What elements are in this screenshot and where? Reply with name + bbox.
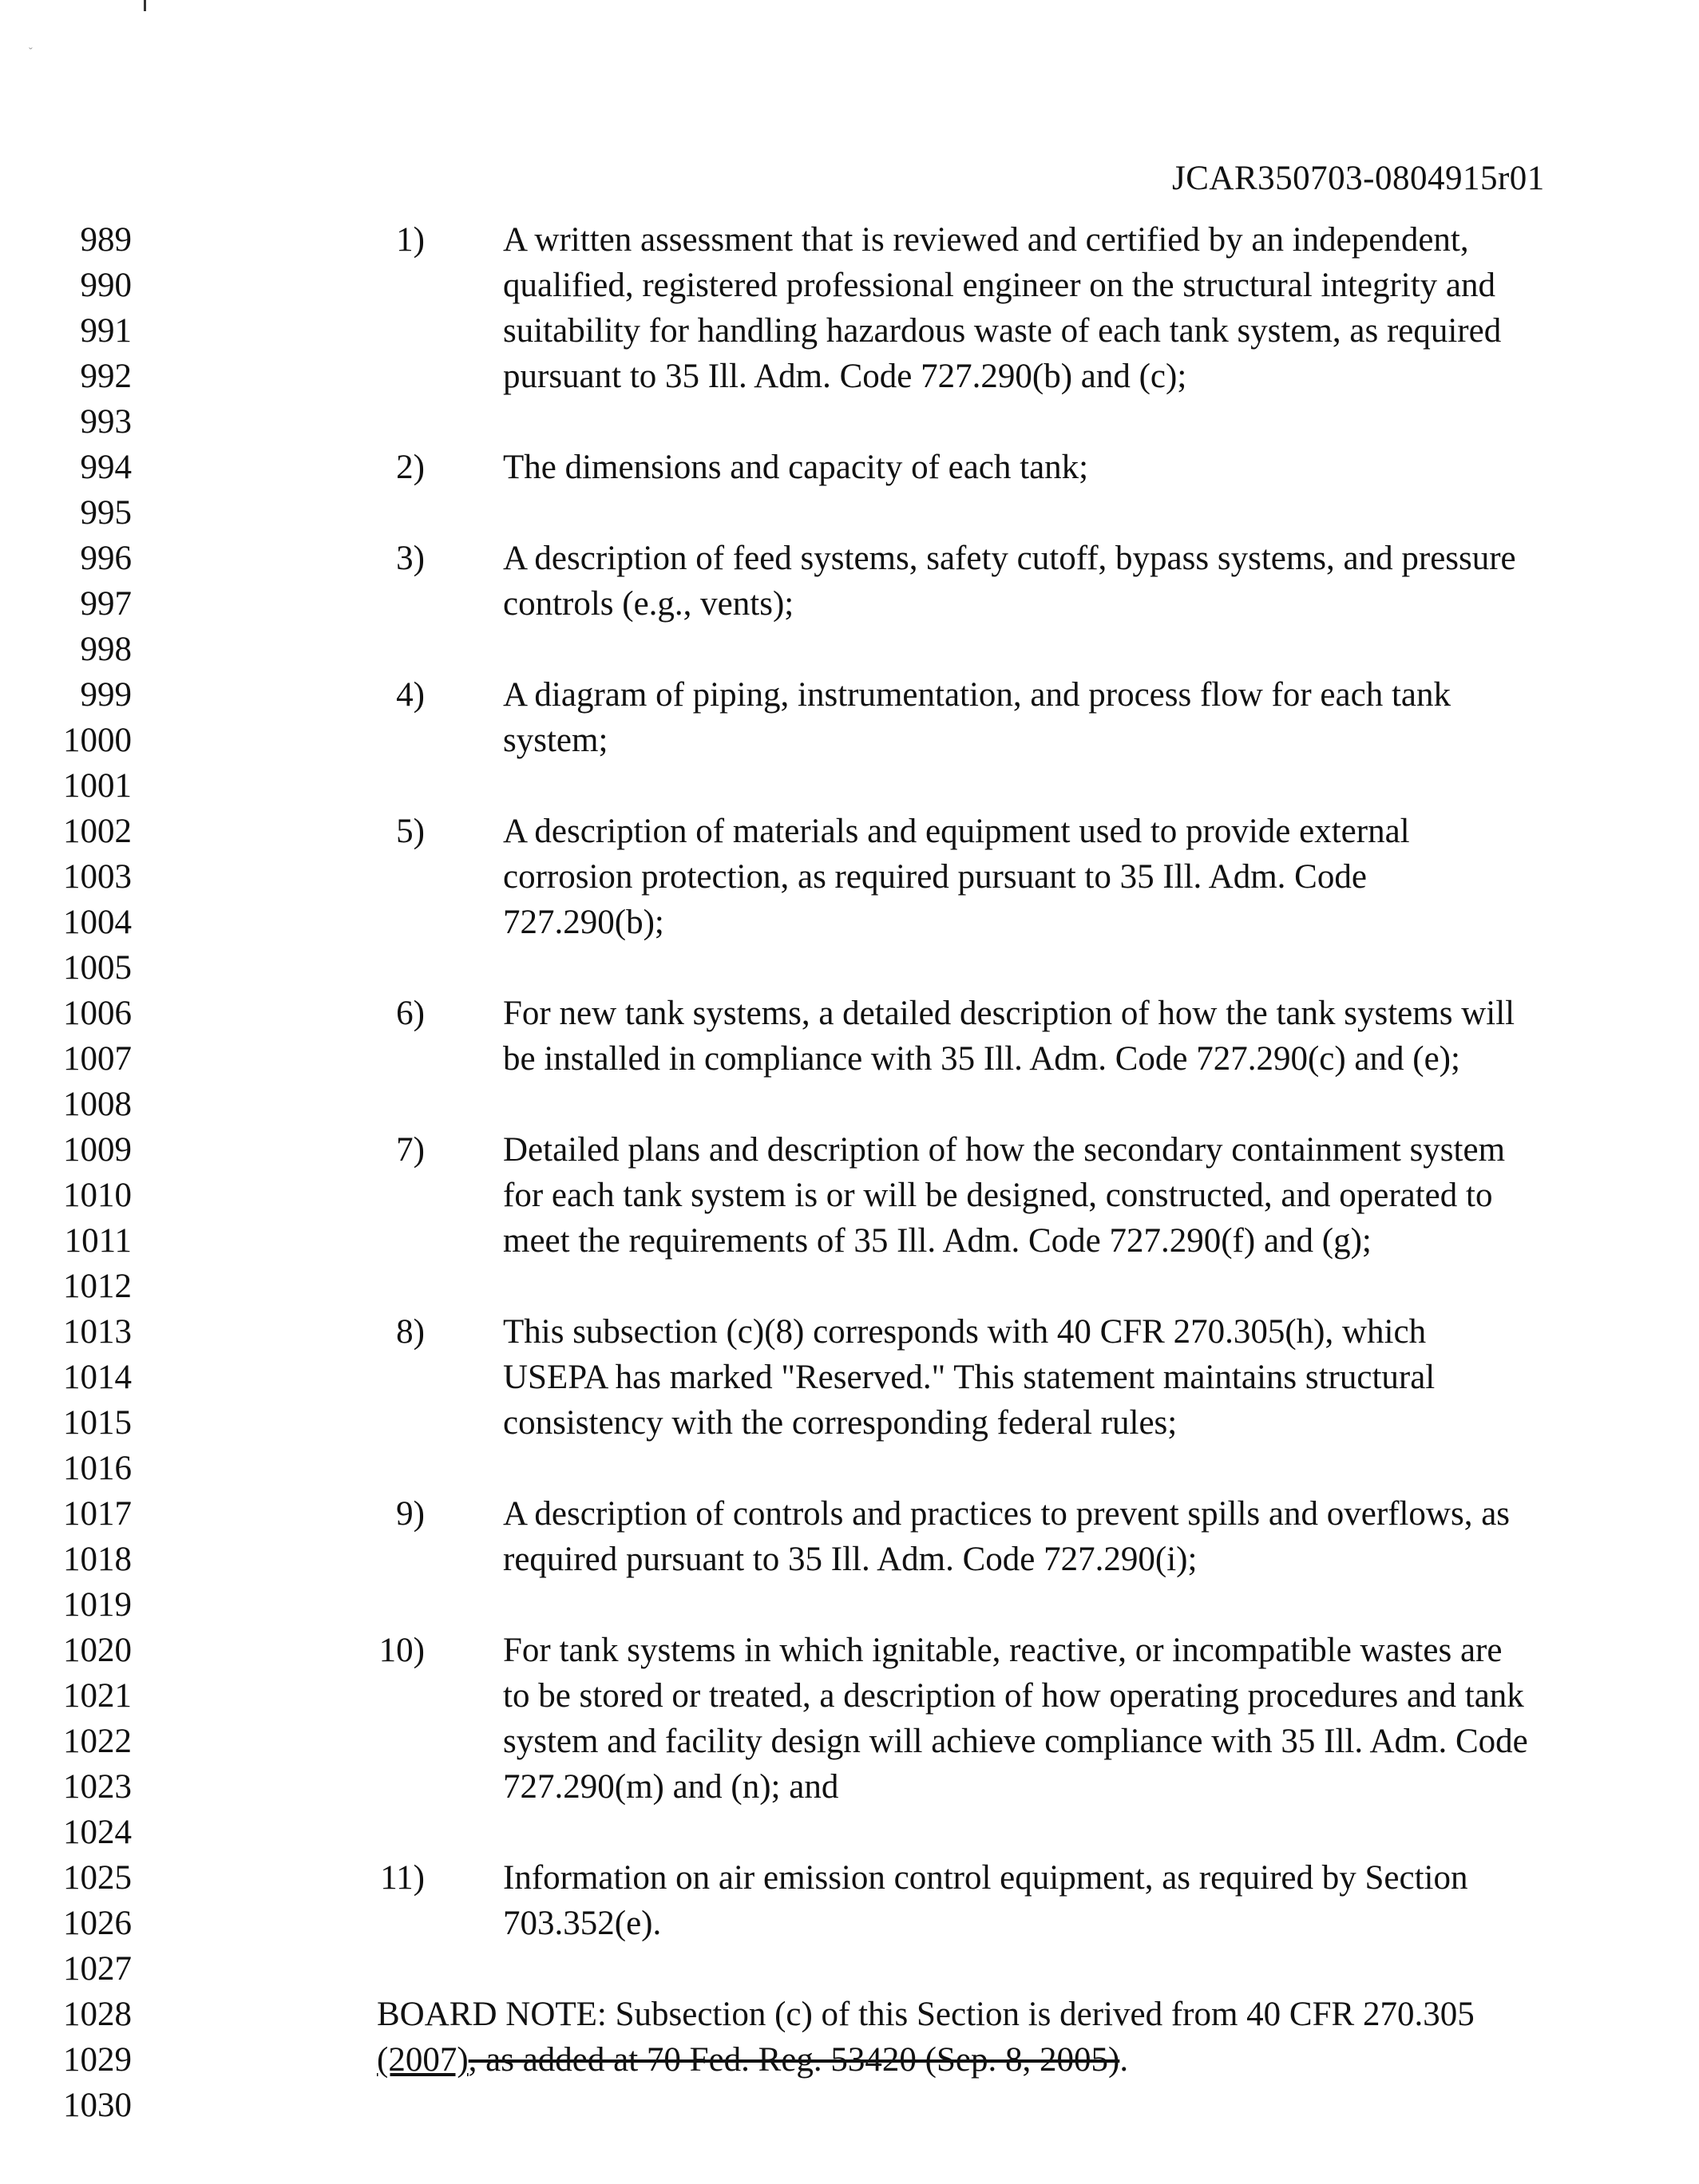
line-number: 1027 — [63, 1950, 132, 1988]
item-text: A description of feed systems, safety cutoff, bypass systems, and pressure controls (e.g., vents); — [503, 540, 1516, 623]
document-id: JCAR350703-0804915r01 — [1172, 160, 1545, 197]
line-number: 997 — [80, 585, 132, 623]
line-number: 1017 — [63, 1495, 132, 1533]
item-number: 3) — [396, 540, 425, 577]
line-number: 1011 — [64, 1222, 132, 1260]
scan-speck: ˇ — [29, 46, 33, 58]
line-number: 1014 — [63, 1359, 132, 1396]
line-number: 990 — [80, 267, 132, 304]
item-number: 6) — [396, 995, 425, 1032]
line-number: 1018 — [63, 1541, 132, 1578]
document-body — [0, 217, 1699, 2083]
line-number: 994 — [80, 449, 132, 486]
list-item — [0, 809, 1699, 945]
line-number: 1012 — [63, 1268, 132, 1305]
item-text: A written assessment that is reviewed and certified by an independent, qualified, registered professional engineer on the structural integrity and suitability for handling hazardous waste of each tank system, as required pursuant to 35 Ill. Adm. Code 727.290(b) and (c); — [503, 221, 1502, 395]
line-number: 1009 — [63, 1131, 132, 1169]
line-number: 1006 — [63, 995, 132, 1032]
line-number: 1008 — [63, 1086, 132, 1123]
line-number: 1010 — [63, 1177, 132, 1214]
line-number: 1001 — [63, 767, 132, 805]
list-item — [0, 536, 1699, 627]
line-number: 999 — [80, 676, 132, 714]
line-number: 1003 — [63, 858, 132, 896]
item-text: For new tank systems, a detailed description of how the tank systems will be installed in compliance with 35 Ill. Adm. Code 727.290(c) and (e); — [503, 995, 1515, 1078]
line-number: 1013 — [63, 1313, 132, 1351]
line-number: 1021 — [63, 1677, 132, 1715]
list-item — [0, 991, 1699, 1082]
item-text: Detailed plans and description of how the secondary containment system for each tank system is or will be designed, constructed, and operated to meet the requirements of 35 Ill. Adm. Code 727.290(f) and (g); — [503, 1131, 1506, 1260]
item-text: A description of controls and practices to prevent spills and overflows, as required pursuant to 35 Ill. Adm. Code 727.290(i); — [503, 1495, 1511, 1578]
list-item — [0, 1491, 1699, 1582]
list-item — [0, 1628, 1699, 1810]
item-text: A diagram of piping, instrumentation, and process flow for each tank system; — [503, 676, 1451, 759]
item-text: A description of materials and equipment used to provide external corrosion protection, as required pursuant to 35 Ill. Adm. Code 727.290(b); — [503, 813, 1410, 941]
line-number: 1005 — [63, 949, 132, 987]
board-note — [377, 1992, 1686, 2083]
item-number: 8) — [396, 1313, 425, 1351]
line-number: 995 — [80, 494, 132, 532]
board-note-line-1: BOARD NOTE: Subsection (c) of this Section is derived from 40 CFR 270.305 — [377, 1996, 1475, 2033]
line-number: 1030 — [63, 2087, 132, 2124]
item-number: 5) — [396, 813, 425, 850]
item-number: 11) — [380, 1859, 425, 1897]
line-number: 1020 — [63, 1632, 132, 1669]
line-number: 991 — [80, 312, 132, 350]
item-number: 1) — [396, 221, 425, 259]
line-number: 1028 — [63, 1996, 132, 2033]
item-number: 9) — [396, 1495, 425, 1533]
item-number: 2) — [396, 449, 425, 486]
line-number: 1019 — [63, 1586, 132, 1624]
board-note-end: . — [1119, 2041, 1129, 2079]
list-item — [0, 217, 1699, 399]
line-number: 1022 — [63, 1723, 132, 1760]
line-number: 1023 — [63, 1768, 132, 1806]
list-item — [0, 672, 1699, 763]
item-text: This subsection (c)(8) corresponds with 40 CFR 270.305(h), which USEPA has marked "Reserved." This statement maintains structural consistency with the corresponding federal rules; — [503, 1313, 1436, 1442]
line-number: 1000 — [63, 722, 132, 759]
list-item — [0, 1309, 1699, 1446]
scan-artifact — [144, 0, 146, 11]
inserted-text: (2007) — [377, 2041, 469, 2079]
item-number: 7) — [396, 1131, 425, 1169]
line-number: 993 — [80, 403, 132, 441]
list-item — [0, 1127, 1699, 1264]
line-number: 1029 — [63, 2041, 132, 2079]
line-number: 989 — [80, 221, 132, 259]
line-number: 1024 — [63, 1814, 132, 1851]
line-number: 1007 — [63, 1040, 132, 1078]
deleted-text: , as added at 70 Fed. Reg. 53420 (Sep. 8, 2005) — [468, 2041, 1120, 2079]
item-text: For tank systems in which ignitable, reactive, or incompatible wastes are to be stored or treated, a description of how operating procedures and tank system and facility design will achieve compliance with 35 Ill. Adm. Code 727.290(m) and (n); and — [503, 1632, 1528, 1806]
line-number: 992 — [80, 358, 132, 395]
line-number: 998 — [80, 631, 132, 668]
item-text: The dimensions and capacity of each tank; — [503, 449, 1089, 486]
line-number: 996 — [80, 540, 132, 577]
list-item — [0, 1855, 1699, 1946]
item-number: 10) — [378, 1632, 425, 1669]
line-number: 1016 — [63, 1450, 132, 1487]
board-note-line-2 — [377, 2037, 1686, 2083]
line-number: 1025 — [63, 1859, 132, 1897]
line-number: 1004 — [63, 904, 132, 941]
line-number: 1026 — [63, 1905, 132, 1942]
line-number: 1015 — [63, 1404, 132, 1442]
line-number: 1002 — [63, 813, 132, 850]
item-number: 4) — [396, 676, 425, 714]
list-item — [0, 445, 1699, 490]
item-text: Information on air emission control equipment, as required by Section 703.352(e). — [503, 1859, 1468, 1942]
